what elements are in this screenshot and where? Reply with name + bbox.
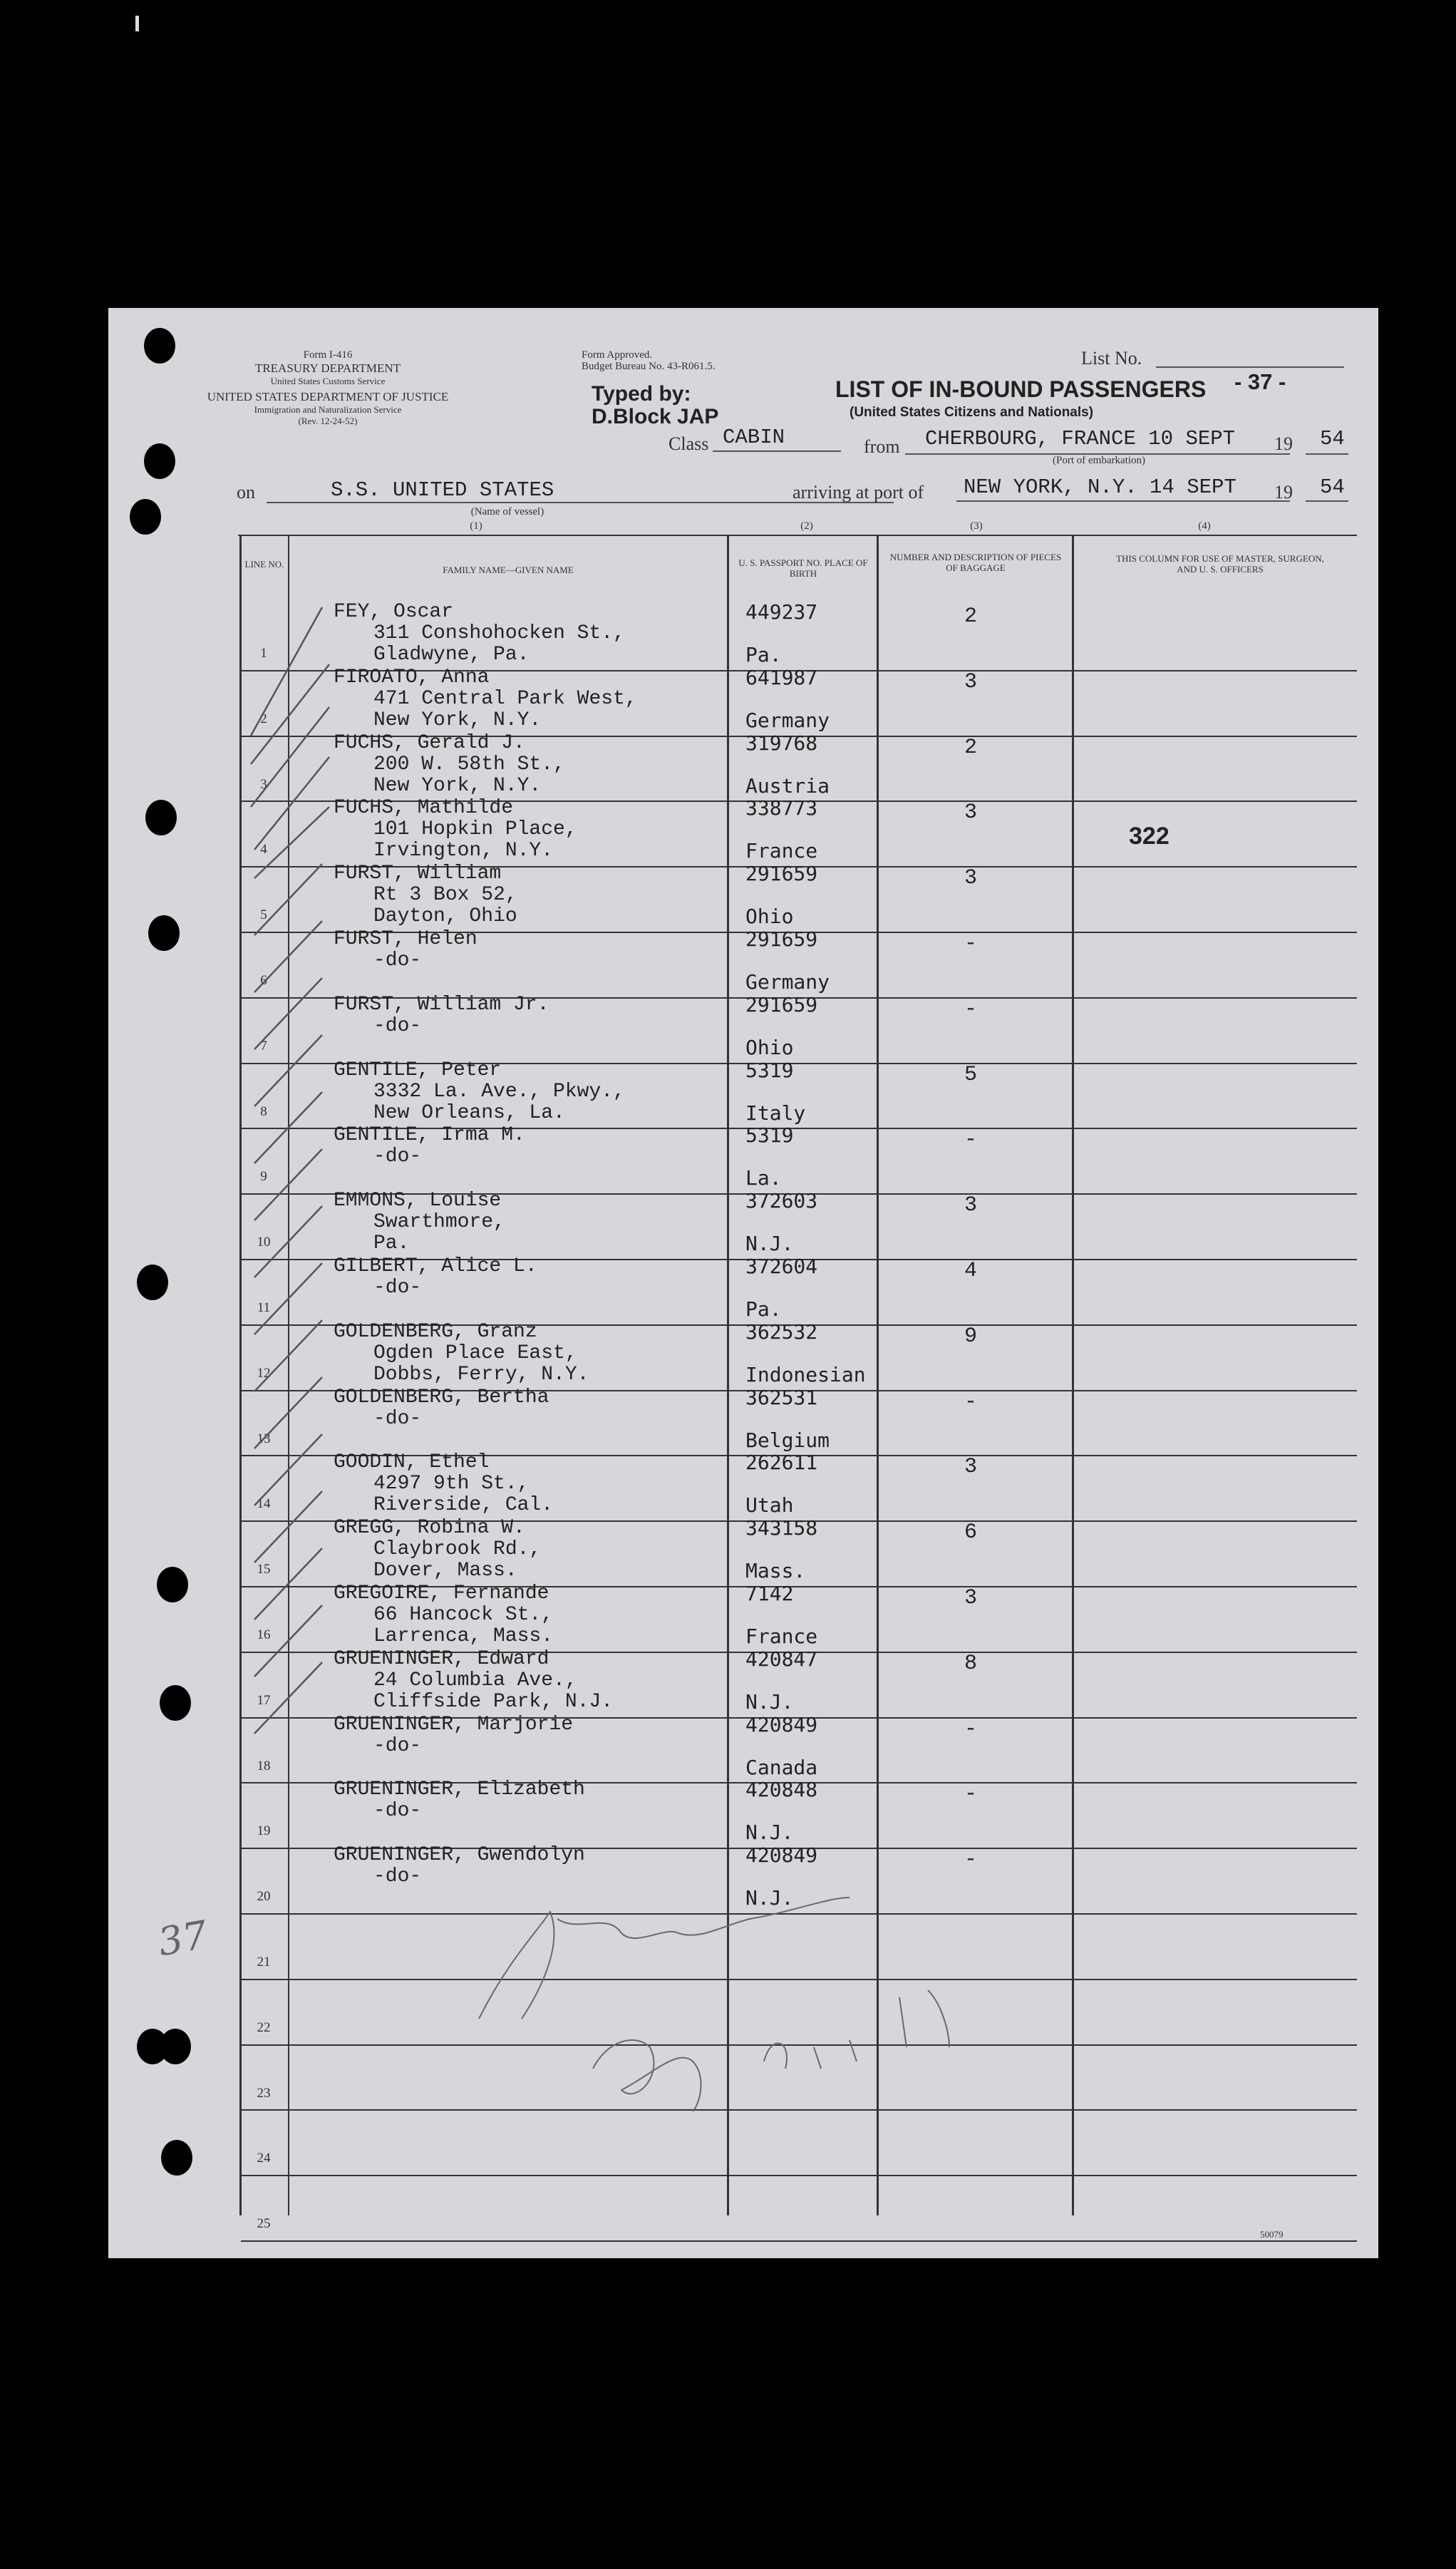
line-number: 22 [257,2019,271,2035]
header-line-no: LINE NO. [244,559,284,570]
passenger-name: GRUENINGER, Elizabeth [334,1778,585,1801]
baggage-count: 6 [964,1520,977,1545]
vessel-caption: (Name of vessel) [470,506,544,518]
year-prefix: 19 [1274,433,1293,454]
baggage-count: - [964,1848,977,1873]
passenger-name: GILBERT, Alice L. [334,1255,537,1277]
baggage-count: - [964,1782,977,1807]
line-number: 10 [257,1235,271,1250]
line-number: 24 [257,2151,271,2166]
header-name: FAMILY NAME—GIVEN NAME [443,565,574,575]
baggage-count: - [964,1389,977,1414]
passenger-address-line1: Rt 3 Box 52, [373,884,517,907]
passenger-address-line2: New York, N.Y. [373,709,542,731]
place-of-birth: Belgium [745,1428,830,1452]
line-number: 23 [257,2085,271,2101]
line-number: 15 [257,1562,271,1577]
header-officers: THIS COLUMN FOR USE OF MASTER, SURGEON, AND U. S. OFFICERS [1116,553,1324,575]
passenger-address-line1: -do- [373,1146,422,1168]
passenger-name: GOLDENBERG, Bertha [334,1386,549,1409]
passport-number: 343158 [745,1516,818,1540]
baggage-count: - [964,1128,977,1153]
passenger-name: GENTILE, Peter [334,1059,502,1081]
baggage-count: 4 [964,1259,977,1283]
passenger-name: FUCHS, Gerald J. [334,731,525,754]
passenger-name: FIROATO, Anna [334,666,490,689]
line-number: 9 [260,1169,267,1185]
passenger-address-line2: Larrenca, Mass. [373,1625,554,1647]
passport-number: 7142 [745,1582,794,1605]
passenger-name: GRUENINGER, Edward [334,1647,549,1670]
document-title: LIST OF IN-BOUND PASSENGERS [835,376,1207,402]
baggage-count: 3 [964,800,977,825]
typed-by: D.Block JAP [592,405,719,428]
edge-mark [135,16,139,31]
place-of-birth: Pa. [745,643,782,666]
arrival-port: NEW YORK, N.Y. 14 SEPT [964,475,1236,499]
class-label: Class [668,433,709,454]
place-of-birth: N.J. [745,1232,794,1256]
passport-number: 641987 [745,665,818,689]
passenger-address-line2: New Orleans, La. [373,1101,565,1124]
year-arrival: 54 [1320,475,1345,499]
line-number: 6 [260,973,267,988]
passenger-name: GREGG, Robina W. [334,1517,525,1540]
place-of-birth: France [745,1625,818,1648]
line-number: 18 [257,1758,271,1773]
passport-number: 262611 [745,1451,818,1475]
treasury-department: TREASURY DEPARTMENT [254,361,401,375]
place-of-birth: Canada [745,1755,818,1779]
place-of-birth: Ohio [745,1035,794,1059]
place-of-birth: Germany [745,708,830,732]
passenger-address-line1: Ogden Place East, [373,1342,577,1364]
year-prefix: 19 [1274,482,1293,503]
passenger-name: FUCHS, Mathilde [334,797,514,820]
passport-number: 420849 [745,1843,818,1868]
footer-code: 50079 [1260,2229,1284,2240]
baggage-count: 3 [964,1455,977,1480]
margin-note: 37 [155,1912,211,1965]
arriving-label: arriving at port of [792,482,924,503]
passport-number: 5319 [745,1123,794,1148]
baggage-count: 5 [964,1062,977,1087]
baggage-count: - [964,997,977,1021]
baggage-count: 3 [964,1193,977,1218]
baggage-count: 3 [964,669,977,694]
passenger-address-line2: New York, N.Y. [373,774,542,797]
passenger-address-line2: Gladwyne, Pa. [373,644,530,666]
line-number: 3 [260,776,267,792]
line-number: 11 [257,1300,271,1315]
line-number: 7 [260,1038,267,1054]
passport-number: 5319 [745,1058,794,1082]
passenger-address-line1: -do- [373,1734,422,1757]
baggage-count: - [964,1716,977,1741]
passenger-address-line2: Dobbs, Ferry, N.Y. [373,1363,589,1386]
line-number: 14 [257,1496,271,1512]
passenger-name: GOLDENBERG, Granz [334,1320,537,1343]
passenger-name: EMMONS, Louise [334,1190,502,1213]
from-label: from [864,436,900,457]
passenger-address-line2: Riverside, Cal. [373,1494,554,1517]
passenger-address-line1: 4297 9th St., [373,1473,530,1495]
passenger-address-line1: -do- [373,1407,422,1430]
place-of-birth: Utah [745,1493,794,1518]
list-no-label: List No. [1081,348,1142,369]
place-of-birth: Indonesian [745,1362,866,1386]
passenger-address-line1: 200 W. 58th St., [373,753,565,776]
place-of-birth: Austria [745,773,830,798]
passport-number: 291659 [745,862,818,886]
revision: (Rev. 12-24-52) [298,416,358,426]
passenger-address-line1: 471 Central Park West, [373,687,637,710]
passenger-name: GRUENINGER, Gwendolyn [334,1844,585,1867]
line-number: 5 [260,907,267,923]
passport-number: 319768 [745,731,818,755]
passenger-address-line1: -do- [373,1865,422,1888]
passport-number: 420849 [745,1712,818,1736]
place-of-birth: Pa. [745,1297,782,1321]
passenger-name: GENTILE, Irma M. [334,1124,525,1147]
justice-department: UNITED STATES DEPARTMENT OF JUSTICE [207,390,449,403]
line-number: 12 [257,1365,271,1381]
place-of-birth: N.J. [745,1821,794,1845]
passport-number: 372604 [745,1255,818,1278]
form-approved: Form Approved. [582,349,653,361]
line-number: 8 [260,1103,267,1119]
passport-number: 449237 [745,600,818,624]
passenger-address-line1: 24 Columbia Ave., [373,1669,577,1692]
line-number: 17 [257,1692,271,1708]
header-passport: U. S. PASSPORT NO. PLACE OF BIRTH [738,557,868,579]
passenger-name: GOODIN, Ethel [334,1451,490,1474]
passenger-name: FURST, William Jr. [334,993,549,1016]
passenger-address-line2: Cliffside Park, N.J. [373,1690,614,1713]
passenger-address-line1: 101 Hopkin Place, [373,818,577,841]
baggage-count: 9 [964,1324,977,1349]
signature-handwriting [479,1898,949,2111]
passenger-address-line1: 66 Hancock St., [373,1604,554,1626]
passport-number: 362532 [745,1319,818,1344]
place-of-birth: La. [745,1166,782,1190]
passenger-address-line1: Claybrook Rd., [373,1538,542,1561]
form-number: Form I-416 [303,349,353,361]
baggage-count: 3 [964,866,977,891]
handwriting-overlay [108,308,1378,2258]
line-number: 21 [257,1955,271,1970]
column-number-3: (3) [970,520,983,532]
passport-number: 372603 [745,1189,818,1213]
baggage-count: 8 [964,1651,977,1676]
ins-service: Immigration and Naturalization Service [254,404,402,415]
vessel-name: S.S. UNITED STATES [331,478,554,502]
officer-annotation: 322 [1129,823,1170,850]
class-value: CABIN [723,426,785,449]
passenger-address-line2: Dayton, Ohio [373,905,517,928]
passport-number: 362531 [745,1385,818,1409]
passenger-name: GRUENINGER, Marjorie [334,1713,574,1736]
line-number: 16 [257,1627,271,1642]
baggage-count: - [964,932,977,956]
header-baggage: NUMBER AND DESCRIPTION OF PIECES OF BAGGAGE [889,552,1062,573]
customs-service: United States Customs Service [270,376,386,386]
embarkation-port: CHERBOURG, FRANCE 10 SEPT [925,427,1236,451]
line-number: 4 [260,842,267,858]
list-number: - 37 - [1234,369,1286,394]
passport-number: 420847 [745,1647,818,1671]
passenger-address-line1: 3332 La. Ave., Pkwy., [373,1080,625,1103]
typed-by-label: Typed by: [592,382,691,406]
line-number: 25 [257,2216,271,2232]
passenger-address-line2: Pa. [373,1232,410,1255]
place-of-birth: Italy [745,1101,806,1125]
on-label: on [237,482,255,503]
baggage-count: 3 [964,1586,977,1610]
line-number: 2 [260,711,267,726]
budget-bureau: Budget Bureau No. 43-R061.5. [582,361,716,372]
passenger-address-line1: -do- [373,1277,422,1299]
place-of-birth: N.J. [745,1886,794,1910]
port-caption: (Port of embarkation) [1053,455,1145,466]
line-number: 1 [260,646,267,661]
passport-number: 291659 [745,927,818,951]
passenger-address-line1: 311 Conshohocken St., [373,622,625,644]
passenger-address-line1: -do- [373,949,422,972]
place-of-birth: Mass. [745,1559,806,1583]
passenger-name: FURST, William [334,863,502,885]
passport-number: 420848 [745,1778,818,1802]
baggage-count: 2 [964,604,977,629]
passenger-name: FEY, Oscar [334,601,454,623]
passenger-address-line1: -do- [373,1014,422,1037]
place-of-birth: France [745,839,818,863]
line-number: 13 [257,1431,271,1446]
check-marks [251,607,329,1734]
passenger-address-line1: Swarthmore, [373,1211,505,1234]
baggage-count: 2 [964,735,977,760]
passenger-name: FURST, Helen [334,928,477,950]
place-of-birth: Germany [745,970,830,994]
line-number: 19 [257,1823,271,1839]
manifest-page [108,308,1378,2258]
passenger-address-line1: -do- [373,1800,422,1823]
line-number: 20 [257,1889,271,1905]
passport-number: 338773 [745,796,818,820]
column-number-2: (2) [800,520,813,532]
column-number-1: (1) [470,520,482,532]
passenger-address-line2: Dover, Mass. [373,1560,517,1582]
year-embarkation: 54 [1320,427,1345,451]
place-of-birth: N.J. [745,1689,794,1714]
place-of-birth: Ohio [745,905,794,929]
document-subtitle: (United States Citizens and Nationals) [850,405,1094,420]
passenger-name: GREGOIRE, Fernande [334,1582,549,1605]
passenger-address-line2: Irvington, N.Y. [373,840,554,863]
column-number-4: (4) [1198,520,1211,532]
passport-number: 291659 [745,992,818,1016]
